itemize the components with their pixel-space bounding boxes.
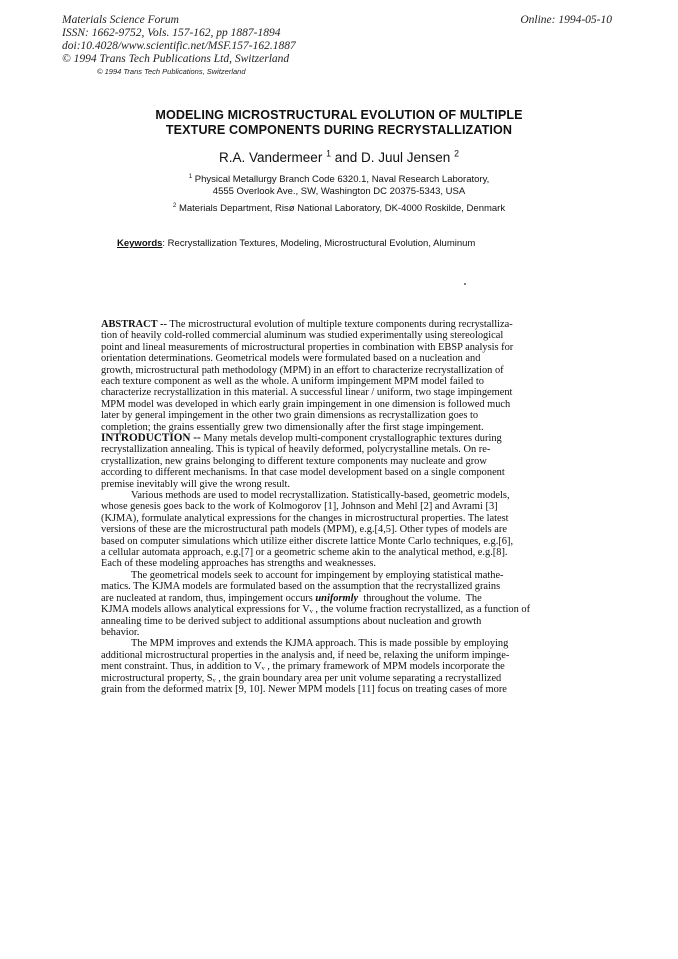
aff2-line-1: Materials Department, Risø National Laboratory, DK-4000 Roskilde, Denmark	[176, 203, 506, 214]
intro-line: additional microstructural properties in the analysis and, if need be, relaxing the uniform impinge-	[101, 649, 510, 661]
title-line-1: MODELING MICROSTRUCTURAL EVOLUTION OF MULTIPLE	[155, 108, 523, 122]
keywords-text: : Recrystallization Textures, Modeling, Microstructural Evolution, Aluminum	[162, 238, 476, 249]
intro-line: throughout the volume. The	[358, 592, 482, 604]
emphasis-uniformly: uniformly	[315, 592, 359, 604]
abstract-line: completion; the grains essentially grew two dimensionally after the first stage impingement.	[101, 421, 484, 433]
intro-line: Each of these modeling approaches has strengths and weaknesses.	[101, 558, 376, 570]
intro-line: are nucleated at random, thus, impingement occurs	[101, 592, 316, 604]
aff2-sup: 2	[172, 201, 177, 209]
aff1-line-2: 4555 Overlook Ave., SW, Washington DC 20375-5343, USA	[212, 186, 466, 197]
issn-line: ISSN: 1662-9752, Vols. 157-162, pp 1887-1894	[62, 27, 281, 39]
intro-line: versions of these are the microstructural path models (MPM), e.g.[4,5]. Other types of models are	[101, 524, 507, 536]
aff1-sup: 1	[188, 172, 193, 180]
abstract-line: point and lineal measurements of microstructural properties in combination with EBSP analysis for	[101, 341, 514, 353]
introduction	[101, 433, 533, 695]
abstract-line: orientation determinations. Geometrical models were formulated based on a nucleation and	[101, 353, 481, 365]
intro-line: grain from the deformed matrix [9, 10]. Newer MPM models [11] focus on treating cases of more	[101, 683, 507, 695]
publisher-line: © 1994 Trans Tech Publications, Switzerland	[97, 67, 246, 76]
author-and: and	[330, 150, 361, 165]
intro-line: KJMA models allows analytical expressions for Vᵥ , the volume fraction recrystallized, as a function of	[101, 604, 531, 616]
abstract-line: later by general impingement in the other two grain dimensions as recrystallization goes to	[101, 410, 479, 422]
affiliation-1	[0, 174, 678, 198]
abstract-line: MPM model was developed in which early grain impingement in one dimension is followed much	[101, 398, 511, 410]
abstract	[101, 319, 533, 433]
keywords	[117, 238, 475, 249]
intro-line: according to different mechanisms. In that case model development based on a single component	[101, 467, 505, 479]
intro-line: whose genesis goes back to the work of Kolmogorov [1], Johnson and Mehl [2] and Avrami [3]	[101, 501, 498, 513]
online-date: Online: 1994-05-10	[520, 14, 612, 26]
intro-line: behavior.	[101, 626, 140, 638]
introduction-heading: INTRODUCTION --	[101, 432, 201, 444]
intro-line: The MPM improves and extends the KJMA approach. This is made possible by employing	[131, 638, 509, 650]
intro-line: matics. The KJMA models are formulated based on the assumption that the recrystallized grains	[101, 581, 501, 593]
intro-line: annealing time to be derived subject to additional assumptions about nucleation and growth	[101, 615, 482, 627]
author-1: R.A. Vandermeer	[219, 150, 323, 165]
citation-header	[62, 14, 296, 66]
abstract-line: growth, microstructural path methodology (MPM) in an effort to characterize recrystallization of	[101, 364, 504, 376]
intro-line: based on computer simulations which utilize either discrete lattice Monte Carlo techniques, e.g.[6],	[101, 535, 514, 547]
intro-line: crystallization, new grains belonging to different texture components may nucleate and grow	[101, 455, 487, 467]
affiliation-2	[0, 203, 678, 215]
keywords-label: Keywords	[117, 238, 163, 249]
copyright-line: © 1994 Trans Tech Publications Ltd, Switzerland	[62, 53, 290, 65]
author-2: D. Juul Jensen	[361, 150, 451, 165]
abstract-line: each texture component as well as the whole. A uniform impingement MPM model failed to	[101, 376, 484, 388]
aff1-line-1: Physical Metallurgy Branch Code 6320.1, Naval Research Laboratory,	[192, 174, 490, 185]
abstract-line: tion of heavily cold-rolled commercial aluminum was studied experimentally using stereological	[101, 330, 504, 342]
intro-line: Many metals develop multi-component crystallographic textures during	[200, 433, 502, 444]
speck	[464, 283, 466, 285]
intro-line: microstructural property, Sᵥ , the grain boundary area per unit volume separating a recrystallized	[101, 672, 502, 684]
intro-line: (KJMA), formulate analytical expressions for the changes in microstructural properties. The latest	[101, 512, 509, 524]
intro-line: premise inevitably will give the wrong result.	[101, 478, 291, 490]
intro-line: ment constraint. Thus, in addition to Vᵥ , the primary framework of MPM models incorporate the	[101, 661, 505, 673]
intro-line: The geometrical models seek to account for impingement by employing statistical mathe-	[131, 569, 504, 581]
abstract-line: The microstructural evolution of multiple texture components during recrystalliza-	[166, 319, 513, 330]
abstract-heading: ABSTRACT --	[101, 319, 167, 330]
intro-line: a cellular automata approach, e.g.[7] or a geometric scheme akin to the analytical method, e.g.[8].	[101, 547, 508, 559]
doi-line: doi:10.4028/www.scientific.net/MSF.157-162.1887	[62, 40, 296, 52]
abstract-line: characterize recrystallization in this material. A successful linear / uniform, two stage impingement	[101, 387, 513, 399]
paper-title	[0, 108, 678, 138]
journal-name: Materials Science Forum	[62, 14, 179, 26]
author-2-sup: 2	[454, 148, 459, 159]
title-line-2: TEXTURE COMPONENTS DURING RECRYSTALLIZATION	[165, 123, 513, 137]
author-line	[0, 150, 678, 165]
author-1-sup: 1	[326, 148, 331, 159]
intro-line: Various methods are used to model recrystallization. Statistically-based, geometric models,	[131, 490, 510, 502]
intro-line: recrystallization annealing. This is typical of heavily deformed, polycrystalline metals. On re-	[101, 444, 491, 456]
